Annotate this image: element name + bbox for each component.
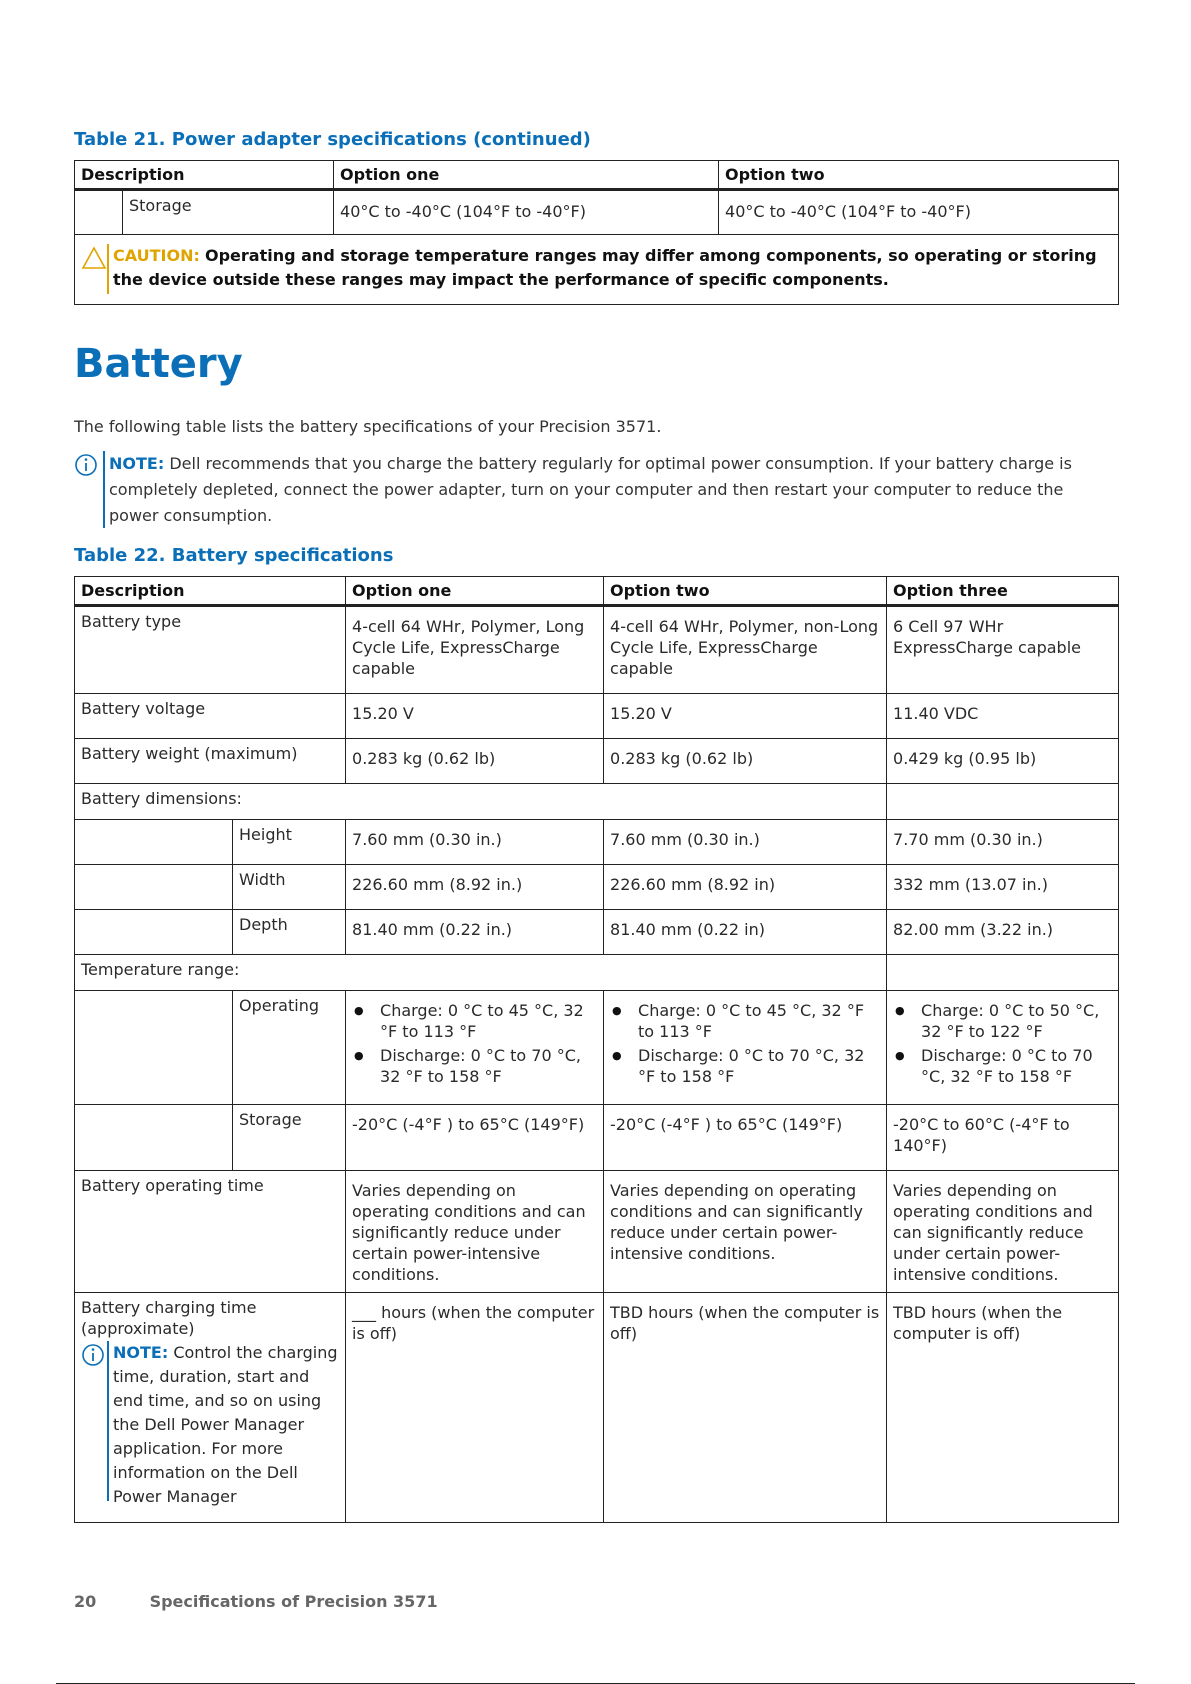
indent-cell <box>75 190 123 235</box>
operating-two <box>604 991 887 1105</box>
intro-text: The following table lists the battery specifications of your Precision 3571. <box>74 417 662 436</box>
header-option-one: Option one <box>346 577 604 606</box>
indent-cell <box>75 991 233 1105</box>
caution-label: CAUTION: <box>113 246 200 265</box>
depth-three: 82.00 mm (3.22 in.) <box>887 910 1119 955</box>
height-label: Height <box>233 820 346 865</box>
battery-type-three: 6 Cell 97 WHr ExpressCharge capable <box>887 606 1119 694</box>
section-title: Battery <box>74 341 243 387</box>
info-icon <box>74 453 98 481</box>
list-item: ● Charge: 0 °C to 50 °C, 32 °F to 122 °F <box>893 1000 1112 1042</box>
temperature-label: Temperature range: <box>75 955 887 991</box>
caution-rule <box>107 244 109 294</box>
battery-type-two: 4-cell 64 WHr, Polymer, non-Long Cycle Life, ExpressCharge capable <box>604 606 887 694</box>
voltage-one: 15.20 V <box>346 694 604 739</box>
operating-time-one: Varies depending on operating conditions and can significantly reduce under certain power-intensive conditions. <box>346 1171 604 1293</box>
table-row <box>75 694 1119 739</box>
list-item: ● Charge: 0 °C to 45 °C, 32 °F to 113 °F <box>352 1000 597 1042</box>
table-row <box>75 784 1119 820</box>
charging-time-cell <box>75 1293 346 1523</box>
indent-cell <box>75 865 233 910</box>
header-option-three: Option three <box>887 577 1119 606</box>
operating-label: Operating <box>233 991 346 1105</box>
charging-note <box>81 1341 339 1509</box>
depth-one: 81.40 mm (0.22 in.) <box>346 910 604 955</box>
note-paragraph <box>109 451 1109 529</box>
table-row <box>75 606 1119 694</box>
table-row <box>75 820 1119 865</box>
list-item: ● Discharge: 0 °C to 70 °C, 32 °F to 158 °F <box>352 1045 597 1087</box>
inline-note <box>81 1341 339 1509</box>
page-number: 20 <box>74 1592 97 1611</box>
warning-triangle-icon <box>81 246 107 275</box>
caution-row <box>75 235 1119 305</box>
indent-cell <box>75 820 233 865</box>
charging-time-two: TBD hours (when the computer is off) <box>604 1293 887 1523</box>
dimensions-label: Battery dimensions: <box>75 784 887 820</box>
list-item: ● Discharge: 0 °C to 70 °C, 32 °F to 158 °F <box>893 1045 1112 1087</box>
charging-time-label: Battery charging time (approximate) <box>81 1298 257 1338</box>
caution-text: Operating and storage temperature ranges may differ among components, so operating or storing the device outside these ranges may impact the performance of specific components. <box>113 246 1097 289</box>
weight-one: 0.283 kg (0.62 lb) <box>346 739 604 784</box>
storage-option-one: 40°C to -40°C (104°F to -40°F) <box>334 190 719 235</box>
note-rule <box>103 451 105 528</box>
depth-two: 81.40 mm (0.22 in) <box>604 910 887 955</box>
note-label: NOTE: <box>113 1343 169 1362</box>
caution-cell <box>75 235 1119 305</box>
width-label: Width <box>233 865 346 910</box>
page-footer <box>74 1592 438 1611</box>
table-row <box>75 910 1119 955</box>
charging-time-one: ___ hours (when the computer is off) <box>346 1293 604 1523</box>
operating-time-three: Varies depending on operating conditions and can significantly reduce under certain power-intensive conditions. <box>887 1171 1119 1293</box>
indent-cell <box>75 1105 233 1171</box>
table-header-row <box>75 161 1119 190</box>
battery-type-label: Battery type <box>75 606 346 694</box>
width-three: 332 mm (13.07 in.) <box>887 865 1119 910</box>
indent-cell <box>75 910 233 955</box>
header-option-two: Option two <box>604 577 887 606</box>
table-row <box>75 739 1119 784</box>
caution-block <box>81 244 1112 292</box>
header-option-one: Option one <box>334 161 719 190</box>
storage-two: -20°C (-4°F ) to 65°C (149°F) <box>604 1105 887 1171</box>
header-option-two: Option two <box>719 161 1119 190</box>
storage-label: Storage <box>233 1105 346 1171</box>
storage-label: Storage <box>123 190 334 235</box>
width-two: 226.60 mm (8.92 in) <box>604 865 887 910</box>
charging-time-three: TBD hours (when the computer is off) <box>887 1293 1119 1523</box>
table-row <box>75 1171 1119 1293</box>
weight-two: 0.283 kg (0.62 lb) <box>604 739 887 784</box>
storage-one: -20°C (-4°F ) to 65°C (149°F) <box>346 1105 604 1171</box>
width-one: 226.60 mm (8.92 in.) <box>346 865 604 910</box>
weight-three: 0.429 kg (0.95 lb) <box>887 739 1119 784</box>
storage-option-two: 40°C to -40°C (104°F to -40°F) <box>719 190 1119 235</box>
table-row <box>75 190 1119 235</box>
note-text: Control the charging time, duration, start and end time, and so on using the Dell Power Manager application. For more information on the Dell Power Manager <box>113 1343 338 1506</box>
header-description: Description <box>75 577 346 606</box>
storage-three: -20°C to 60°C (-4°F to 140°F) <box>887 1105 1119 1171</box>
depth-label: Depth <box>233 910 346 955</box>
operating-time-label: Battery operating time <box>75 1171 346 1293</box>
power-adapter-table <box>74 160 1119 305</box>
table-22-caption: Table 22. Battery specifications <box>74 545 394 566</box>
table-row <box>75 865 1119 910</box>
voltage-label: Battery voltage <box>75 694 346 739</box>
note-text: Dell recommends that you charge the battery regularly for optimal power consumption. If your battery charge is completely depleted, connect the power adapter, turn on your computer and then restart your computer to reduce the power consumption. <box>109 454 1072 525</box>
table-row <box>75 955 1119 991</box>
voltage-two: 15.20 V <box>604 694 887 739</box>
table-row <box>75 1105 1119 1171</box>
operating-one <box>346 991 604 1105</box>
height-two: 7.60 mm (0.30 in.) <box>604 820 887 865</box>
voltage-three: 11.40 VDC <box>887 694 1119 739</box>
list-item: ● Discharge: 0 °C to 70 °C, 32 °F to 158 °F <box>610 1045 880 1087</box>
operating-three <box>887 991 1119 1105</box>
battery-type-one: 4-cell 64 WHr, Polymer, Long Cycle Life, ExpressCharge capable <box>346 606 604 694</box>
height-three: 7.70 mm (0.30 in.) <box>887 820 1119 865</box>
operating-time-two: Varies depending on operating conditions and can significantly reduce under certain power-intensive conditions. <box>604 1171 887 1293</box>
table-header-row <box>75 577 1119 606</box>
header-description: Description <box>75 161 334 190</box>
table-21-caption: Table 21. Power adapter specifications (continued) <box>74 129 591 150</box>
empty-cell <box>887 784 1119 820</box>
battery-spec-table <box>74 576 1119 1523</box>
height-one: 7.60 mm (0.30 in.) <box>346 820 604 865</box>
footer-title: Specifications of Precision 3571 <box>149 1592 438 1611</box>
info-icon <box>81 1343 105 1372</box>
table-row <box>75 991 1119 1105</box>
note-rule <box>107 1341 109 1501</box>
note-label: NOTE: <box>109 454 165 473</box>
table-row <box>75 1293 1119 1523</box>
weight-label: Battery weight (maximum) <box>75 739 346 784</box>
empty-cell <box>887 955 1119 991</box>
list-item: ● Charge: 0 °C to 45 °C, 32 °F to 113 °F <box>610 1000 880 1042</box>
